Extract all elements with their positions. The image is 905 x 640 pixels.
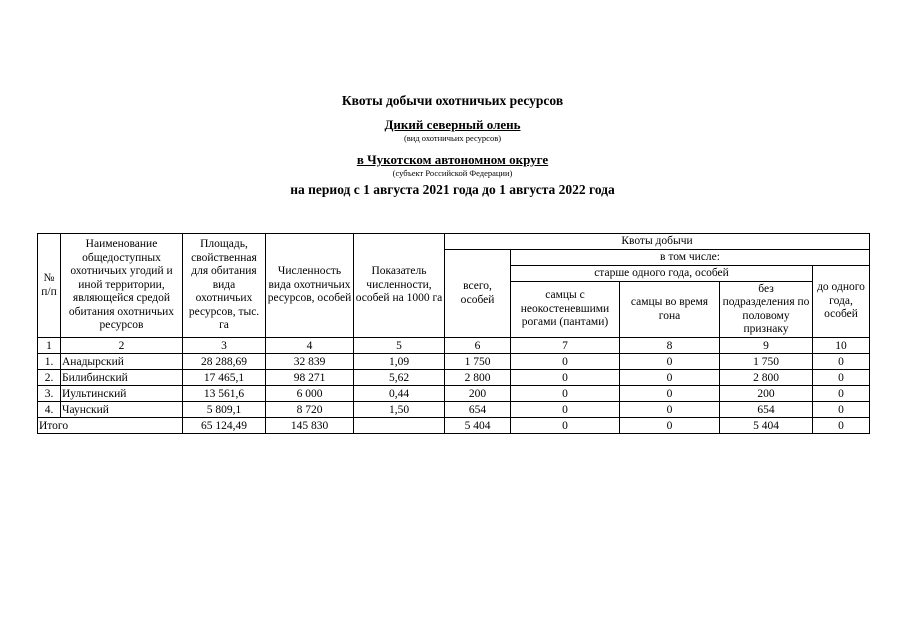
total-area: 65 124,49 xyxy=(183,418,266,434)
row-num: 1. xyxy=(38,354,61,370)
row-total: 654 xyxy=(445,402,511,418)
header-no-sex: без подразделения по половому признаку xyxy=(720,282,813,338)
row-males-rut: 0 xyxy=(620,386,720,402)
region-caption: (субъект Российской Федерации) xyxy=(392,168,513,178)
header-name: Наименование общедоступных охотничьих угодий и иной территории, являющейся средой обитания охотничьих ресурсов xyxy=(61,234,183,338)
row-count: 32 839 xyxy=(266,354,354,370)
column-number-row xyxy=(38,338,870,354)
table-row xyxy=(38,402,870,418)
row-no-sex: 200 xyxy=(720,386,813,402)
row-num: 2. xyxy=(38,370,61,386)
quota-table xyxy=(37,233,870,434)
total-count: 145 830 xyxy=(266,418,354,434)
species-caption: (вид охотничьих ресурсов) xyxy=(403,133,502,143)
row-count: 6 000 xyxy=(266,386,354,402)
row-no-sex: 2 800 xyxy=(720,370,813,386)
column-number: 2 xyxy=(61,338,183,354)
row-total: 2 800 xyxy=(445,370,511,386)
header-males-rut: самцы во время гона xyxy=(620,282,720,338)
row-count: 8 720 xyxy=(266,402,354,418)
column-number: 4 xyxy=(266,338,354,354)
row-under-one: 0 xyxy=(813,370,870,386)
row-males-velvet: 0 xyxy=(511,386,620,402)
row-males-rut: 0 xyxy=(620,402,720,418)
species-name: Дикий северный олень xyxy=(384,117,521,132)
header-under-one: до одного года, особей xyxy=(813,266,870,338)
row-density: 1,50 xyxy=(354,402,445,418)
row-males-velvet: 0 xyxy=(511,354,620,370)
header-area: Площадь, свойственная для обитания вида охотничьих ресурсов, тыс. га xyxy=(183,234,266,338)
row-area: 5 809,1 xyxy=(183,402,266,418)
row-density: 0,44 xyxy=(354,386,445,402)
row-density: 5,62 xyxy=(354,370,445,386)
table-row xyxy=(38,354,870,370)
header-density: Показатель численности, особей на 1000 га xyxy=(354,234,445,338)
column-number: 3 xyxy=(183,338,266,354)
header-count: Численность вида охотничьих ресурсов, особей xyxy=(266,234,354,338)
row-area: 28 288,69 xyxy=(183,354,266,370)
row-total: 1 750 xyxy=(445,354,511,370)
period-line: на период с 1 августа 2021 года до 1 августа 2022 года xyxy=(290,182,615,197)
header-row-1 xyxy=(38,234,870,250)
row-name: Анадырский xyxy=(61,354,183,370)
total-males-velvet: 0 xyxy=(511,418,620,434)
total-males-rut: 0 xyxy=(620,418,720,434)
header-num: № п/п xyxy=(38,234,61,338)
header-older: старше одного года, особей xyxy=(511,266,813,282)
row-count: 98 271 xyxy=(266,370,354,386)
header-males-velvet: самцы с неокостеневшими рогами (пантами) xyxy=(511,282,620,338)
row-no-sex: 654 xyxy=(720,402,813,418)
row-males-rut: 0 xyxy=(620,354,720,370)
row-males-velvet: 0 xyxy=(511,402,620,418)
row-under-one: 0 xyxy=(813,354,870,370)
row-no-sex: 1 750 xyxy=(720,354,813,370)
row-name: Чаунский xyxy=(61,402,183,418)
total-under-one: 0 xyxy=(813,418,870,434)
row-num: 4. xyxy=(38,402,61,418)
table-row xyxy=(38,370,870,386)
row-males-rut: 0 xyxy=(620,370,720,386)
column-number: 8 xyxy=(620,338,720,354)
total-no-sex: 5 404 xyxy=(720,418,813,434)
total-row xyxy=(38,418,870,434)
header-quotas: Квоты добычи xyxy=(445,234,870,250)
row-area: 13 561,6 xyxy=(183,386,266,402)
document-title: Квоты добычи охотничьих ресурсов xyxy=(341,93,564,108)
row-name: Билибинский xyxy=(61,370,183,386)
column-number: 7 xyxy=(511,338,620,354)
table-row xyxy=(38,386,870,402)
row-under-one: 0 xyxy=(813,386,870,402)
header-total: всего, особей xyxy=(445,250,511,338)
row-name: Иультинский xyxy=(61,386,183,402)
row-area: 17 465,1 xyxy=(183,370,266,386)
column-number: 9 xyxy=(720,338,813,354)
row-under-one: 0 xyxy=(813,402,870,418)
row-density: 1,09 xyxy=(354,354,445,370)
total-label: Итого xyxy=(38,418,183,434)
total-density xyxy=(354,418,445,434)
row-num: 3. xyxy=(38,386,61,402)
row-total: 200 xyxy=(445,386,511,402)
column-number: 1 xyxy=(38,338,61,354)
region-name: в Чукотском автономном округе xyxy=(356,152,549,167)
total-total: 5 404 xyxy=(445,418,511,434)
row-males-velvet: 0 xyxy=(511,370,620,386)
header-including: в том числе: xyxy=(511,250,870,266)
column-number: 6 xyxy=(445,338,511,354)
column-number: 5 xyxy=(354,338,445,354)
column-number: 10 xyxy=(813,338,870,354)
